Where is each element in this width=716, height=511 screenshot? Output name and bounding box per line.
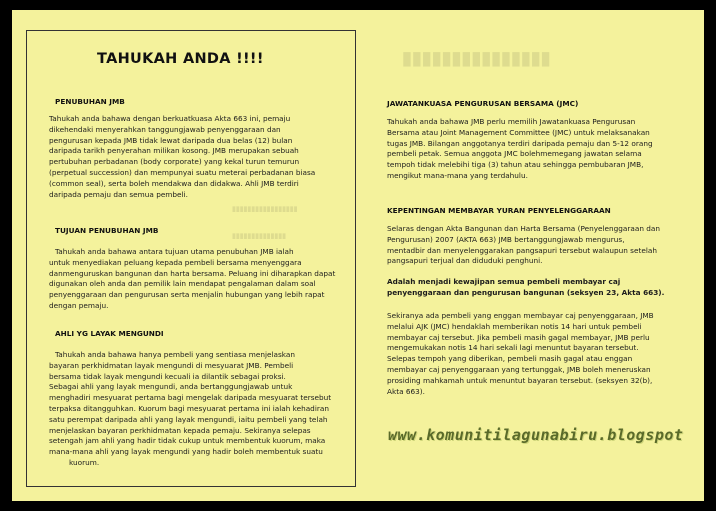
text-line: Selepas tempoh yang diberikan, pembeli masih gagal atau enggan: [387, 354, 633, 364]
text-line: Tahukah anda bahawa hanya pembeli yang sentiasa menjelaskan: [55, 350, 295, 359]
text-line: melalui AJK (JMC) hendaklah memberikan notis 14 hari untuk pembeli: [387, 321, 642, 331]
bleed-through-decoration: ▮▮▮▮▮▮▮▮▮▮▮▮▮▮▮▮▮: [232, 206, 298, 213]
text-line: mengikut mana-mana yang terdahulu.: [387, 170, 528, 180]
text-line: satu perempat daripada ahli yang layak mengundi, iaitu pembeli yang telah: [49, 414, 328, 424]
text-line: Tahukah anda bahawa antara tujuan utama penubuhan JMB ialah: [55, 247, 294, 256]
text-line: Tahukah anda bahawa dengan berkuatkuasa Akta 663 ini, pemaju: [49, 114, 291, 123]
section-body-penubuhan: [49, 114, 349, 200]
text-line: terpaksa ditangguhkan. Kuorum bagi mesyuarat pertama ini ialah kehadiran: [49, 403, 329, 413]
text-line: membayar caj penyenggaraan yang tertunggak, JMB boleh meneruskan: [387, 364, 651, 374]
obligation-note: [387, 277, 684, 299]
text-line: mengemukakan notis 14 hari sekali lagi menuntut bayaran tersebut.: [387, 343, 639, 353]
text-line: Sebagai ahli yang layak mengundi, anda bertanggungjawab untuk: [49, 382, 293, 392]
text-line: pengurusan kepada JMB tidak lewat daripada dua belas (12) bulan: [49, 135, 293, 145]
text-line: untuk menyediakan peluang kepada pembeli bersama menyenggara: [49, 257, 302, 267]
blog-watermark: www.komunitilagunabiru.blogspot: [388, 426, 684, 444]
section-body-jmc: [387, 117, 684, 182]
section-heading-penubuhan: PENUBUHAN JMB: [55, 97, 125, 106]
text-line: pangsapuri terjual dan diduduki penghuni.: [387, 256, 543, 266]
bleed-through-decoration: ▮▮▮▮▮▮▮▮▮▮▮▮▮▮: [232, 233, 286, 240]
text-line: Akta 663).: [387, 386, 425, 396]
section-body-ahli: [49, 350, 349, 469]
text-line: pertubuhan perbadanan (body corporate) yang kekal turun temurun: [49, 157, 300, 167]
text-line: daripada pemaju dan semua pembeli.: [49, 189, 188, 199]
text-line: daripada tarikh penyerahan milikan kosong. JMB merupakan sebuah: [49, 146, 299, 156]
section-heading-ahli: AHLI YG LAYAK MENGUNDI: [55, 329, 164, 338]
text-line: menghadiri mesyuarat pertama bagi mengelak daripada mesyuarat tersebut: [49, 393, 332, 403]
text-line: Selaras dengan Akta Bangunan dan Harta Bersama (Penyelenggaraan dan: [387, 224, 660, 233]
text-line: prosiding mahkamah untuk menuntut bayaran tersebut. (seksyen 32(b),: [387, 375, 653, 385]
text-line: kuorum.: [69, 457, 100, 467]
text-line: tempoh tidak melebihi tiga (3) tahun atau sehingga pembubaran JMB,: [387, 160, 644, 170]
text-line: mentadbir dan menyelenggarakan pangsapuri tersebut walaupun setelah: [387, 245, 657, 255]
text-line: danmenguruskan bangunan dan harta bersama. Peluang ini diharapkan dapat: [49, 268, 336, 278]
text-line: penyenggaraan dan pengurusan bangunan (seksyen 23, Akta 663).: [387, 287, 665, 297]
text-line: Adalah menjadi kewajipan semua pembeli membayar caj: [387, 277, 621, 286]
section-body-tujuan: [49, 247, 349, 312]
text-line: (common seal), serta boleh mendakwa dan didakwa. Ahli JMB terdiri: [49, 178, 299, 188]
page-title: TAHUKAH ANDA !!!!: [97, 51, 264, 67]
text-line: (perpetual succession) dan mempunyai suatu meterai perbadanan biasa: [49, 167, 316, 177]
flyer-page: [12, 10, 704, 501]
section-heading-tujuan: TUJUAN PENUBUHAN JMB: [55, 226, 159, 235]
text-line: Tahukah anda bahawa JMB perlu memilih Jawatankuasa Pengurusan: [387, 117, 636, 126]
text-line: pembeli petak. Semua anggota JMC bolehmemegang jawatan selama: [387, 149, 642, 159]
text-line: dikehendaki menyerahkan tanggungjawab penyenggaraan dan: [49, 124, 281, 134]
text-line: membayar caj tersebut. Jika pembeli masih gagal membayar, JMB perlu: [387, 332, 650, 342]
section-heading-jmc: JAWATANKUASA PENGURUSAN BERSAMA (JMC): [387, 99, 579, 108]
bleed-through-decoration: ▮▮▮▮▮▮▮▮▮▮▮▮▮▮▮: [402, 48, 551, 68]
text-line: bersama tidak layak mengundi kecuali ia dilantik sebagai proksi.: [49, 371, 286, 381]
section-body-kepentingan: [387, 224, 684, 267]
text-line: tugas JMB. Bilangan anggotanya terdiri daripada pemaju dan 5-12 orang: [387, 138, 653, 148]
text-line: penyenggaraan dan pengurusan serta menjalin hubungan yang lebih rapat: [49, 290, 325, 300]
text-line: bayaran perkhidmatan layak mengundi di mesyuarat JMB. Pembeli: [49, 360, 294, 370]
enforcement-procedure: [387, 311, 684, 397]
text-line: Sekiranya ada pembeli yang enggan membayar caj penyenggaraan, JMB: [387, 311, 654, 320]
text-line: menjelaskan bayaran perkhidmatan kepada pemaju. Sekiranya selepas: [49, 425, 311, 435]
text-line: Pengurusan) 2007 (AKTA 663) JMB bertanggungjawab mengurus,: [387, 234, 625, 244]
text-line: setengah jam ahli yang hadir tidak cukup untuk membentuk kuorum, maka: [49, 436, 326, 446]
text-line: dengan pemaju.: [49, 300, 109, 310]
section-heading-kepentingan: KEPENTINGAN MEMBAYAR YURAN PENYELENGGARAAN: [387, 206, 611, 215]
text-line: Bersama atau Joint Management Committee (JMC) untuk melaksanakan: [387, 127, 650, 137]
text-line: mana-mana ahli yang layak mengundi yang hadir boleh membentuk suatu: [49, 447, 323, 457]
text-line: digunakan oleh anda dan pemilik lain mendapat pengalaman dalam soal: [49, 279, 316, 289]
